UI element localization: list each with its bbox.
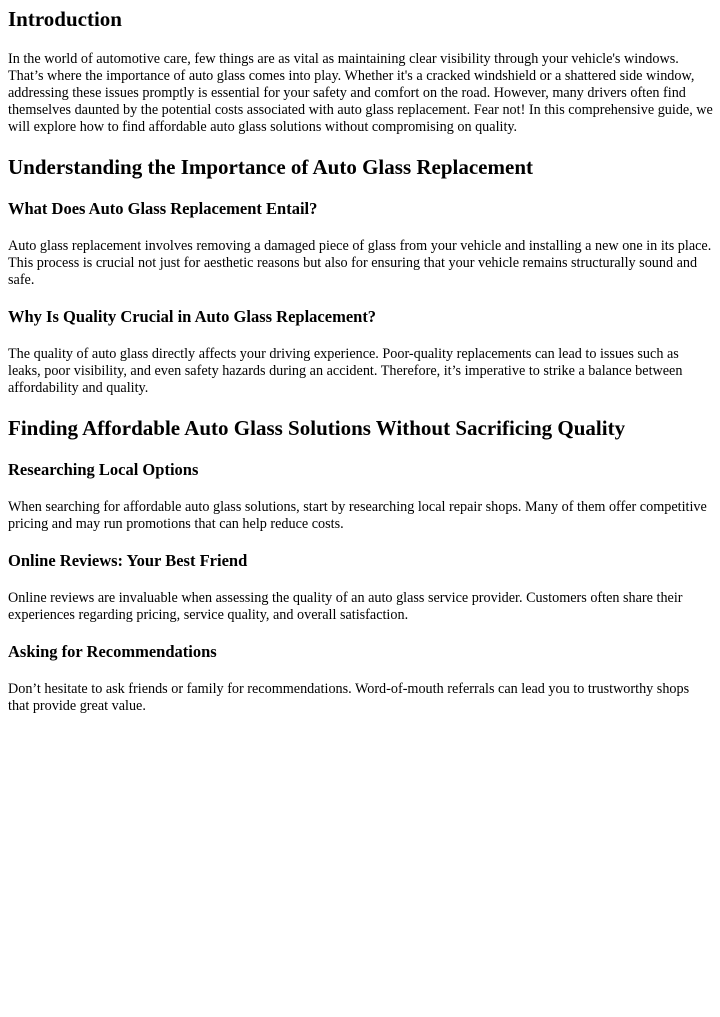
paragraph-online-reviews: Online reviews are invaluable when assessing the quality of an auto glass service provider. Customers often share their experiences regarding pricing, service quality, and overall satisfaction.: [8, 590, 683, 623]
subheading-recommendations: Asking for Recommendations: [8, 642, 217, 661]
section-heading-finding-affordable: Finding Affordable Auto Glass Solutions Without Sacrificing Quality: [8, 416, 626, 440]
section-heading-understanding: Understanding the Importance of Auto Glass Replacement: [8, 155, 533, 179]
subheading-local-options: Researching Local Options: [8, 460, 199, 479]
paragraph-local-options: When searching for affordable auto glass solutions, start by researching local repair shops. Many of them offer competitive pricing and may run promotions that can help reduce costs.: [8, 499, 707, 532]
subheading-online-reviews: Online Reviews: Your Best Friend: [8, 551, 248, 570]
paragraph-what-entails: Auto glass replacement involves removing a damaged piece of glass from your vehicle and installing a new one in its place. This process is crucial not just for aesthetic reasons but also for ensuring that your vehicle remains structurally sound and safe.: [8, 238, 712, 288]
paragraph-quality-crucial: The quality of auto glass directly affects your driving experience. Poor-quality replacements can lead to issues such as leaks, poor visibility, and even safety hazards during an accident. Therefore, it’s imperative to strike a balance between affordability and quality.: [8, 346, 683, 396]
section-heading-introduction: Introduction: [8, 7, 122, 31]
subheading-what-entails: What Does Auto Glass Replacement Entail?: [8, 199, 318, 218]
paragraph-introduction: In the world of automotive care, few things are as vital as maintaining clear visibility through your vehicle's windows. That’s where the importance of auto glass comes into play. Whether it's a cracked windshield or a shattered side window, addressing these issues promptly is essential for your safety and comfort on the road. However, many drivers often find themselves daunted by the potential costs associated with auto glass replacement. Fear not! In this comprehensive guide, we will explore how to find affordable auto glass solutions without compromising on quality.: [8, 51, 713, 135]
subheading-quality-crucial: Why Is Quality Crucial in Auto Glass Replacement?: [8, 307, 377, 326]
paragraph-recommendations: Don’t hesitate to ask friends or family for recommendations. Word-of-mouth referrals can lead you to trustworthy shops that provide great value.: [8, 681, 690, 714]
